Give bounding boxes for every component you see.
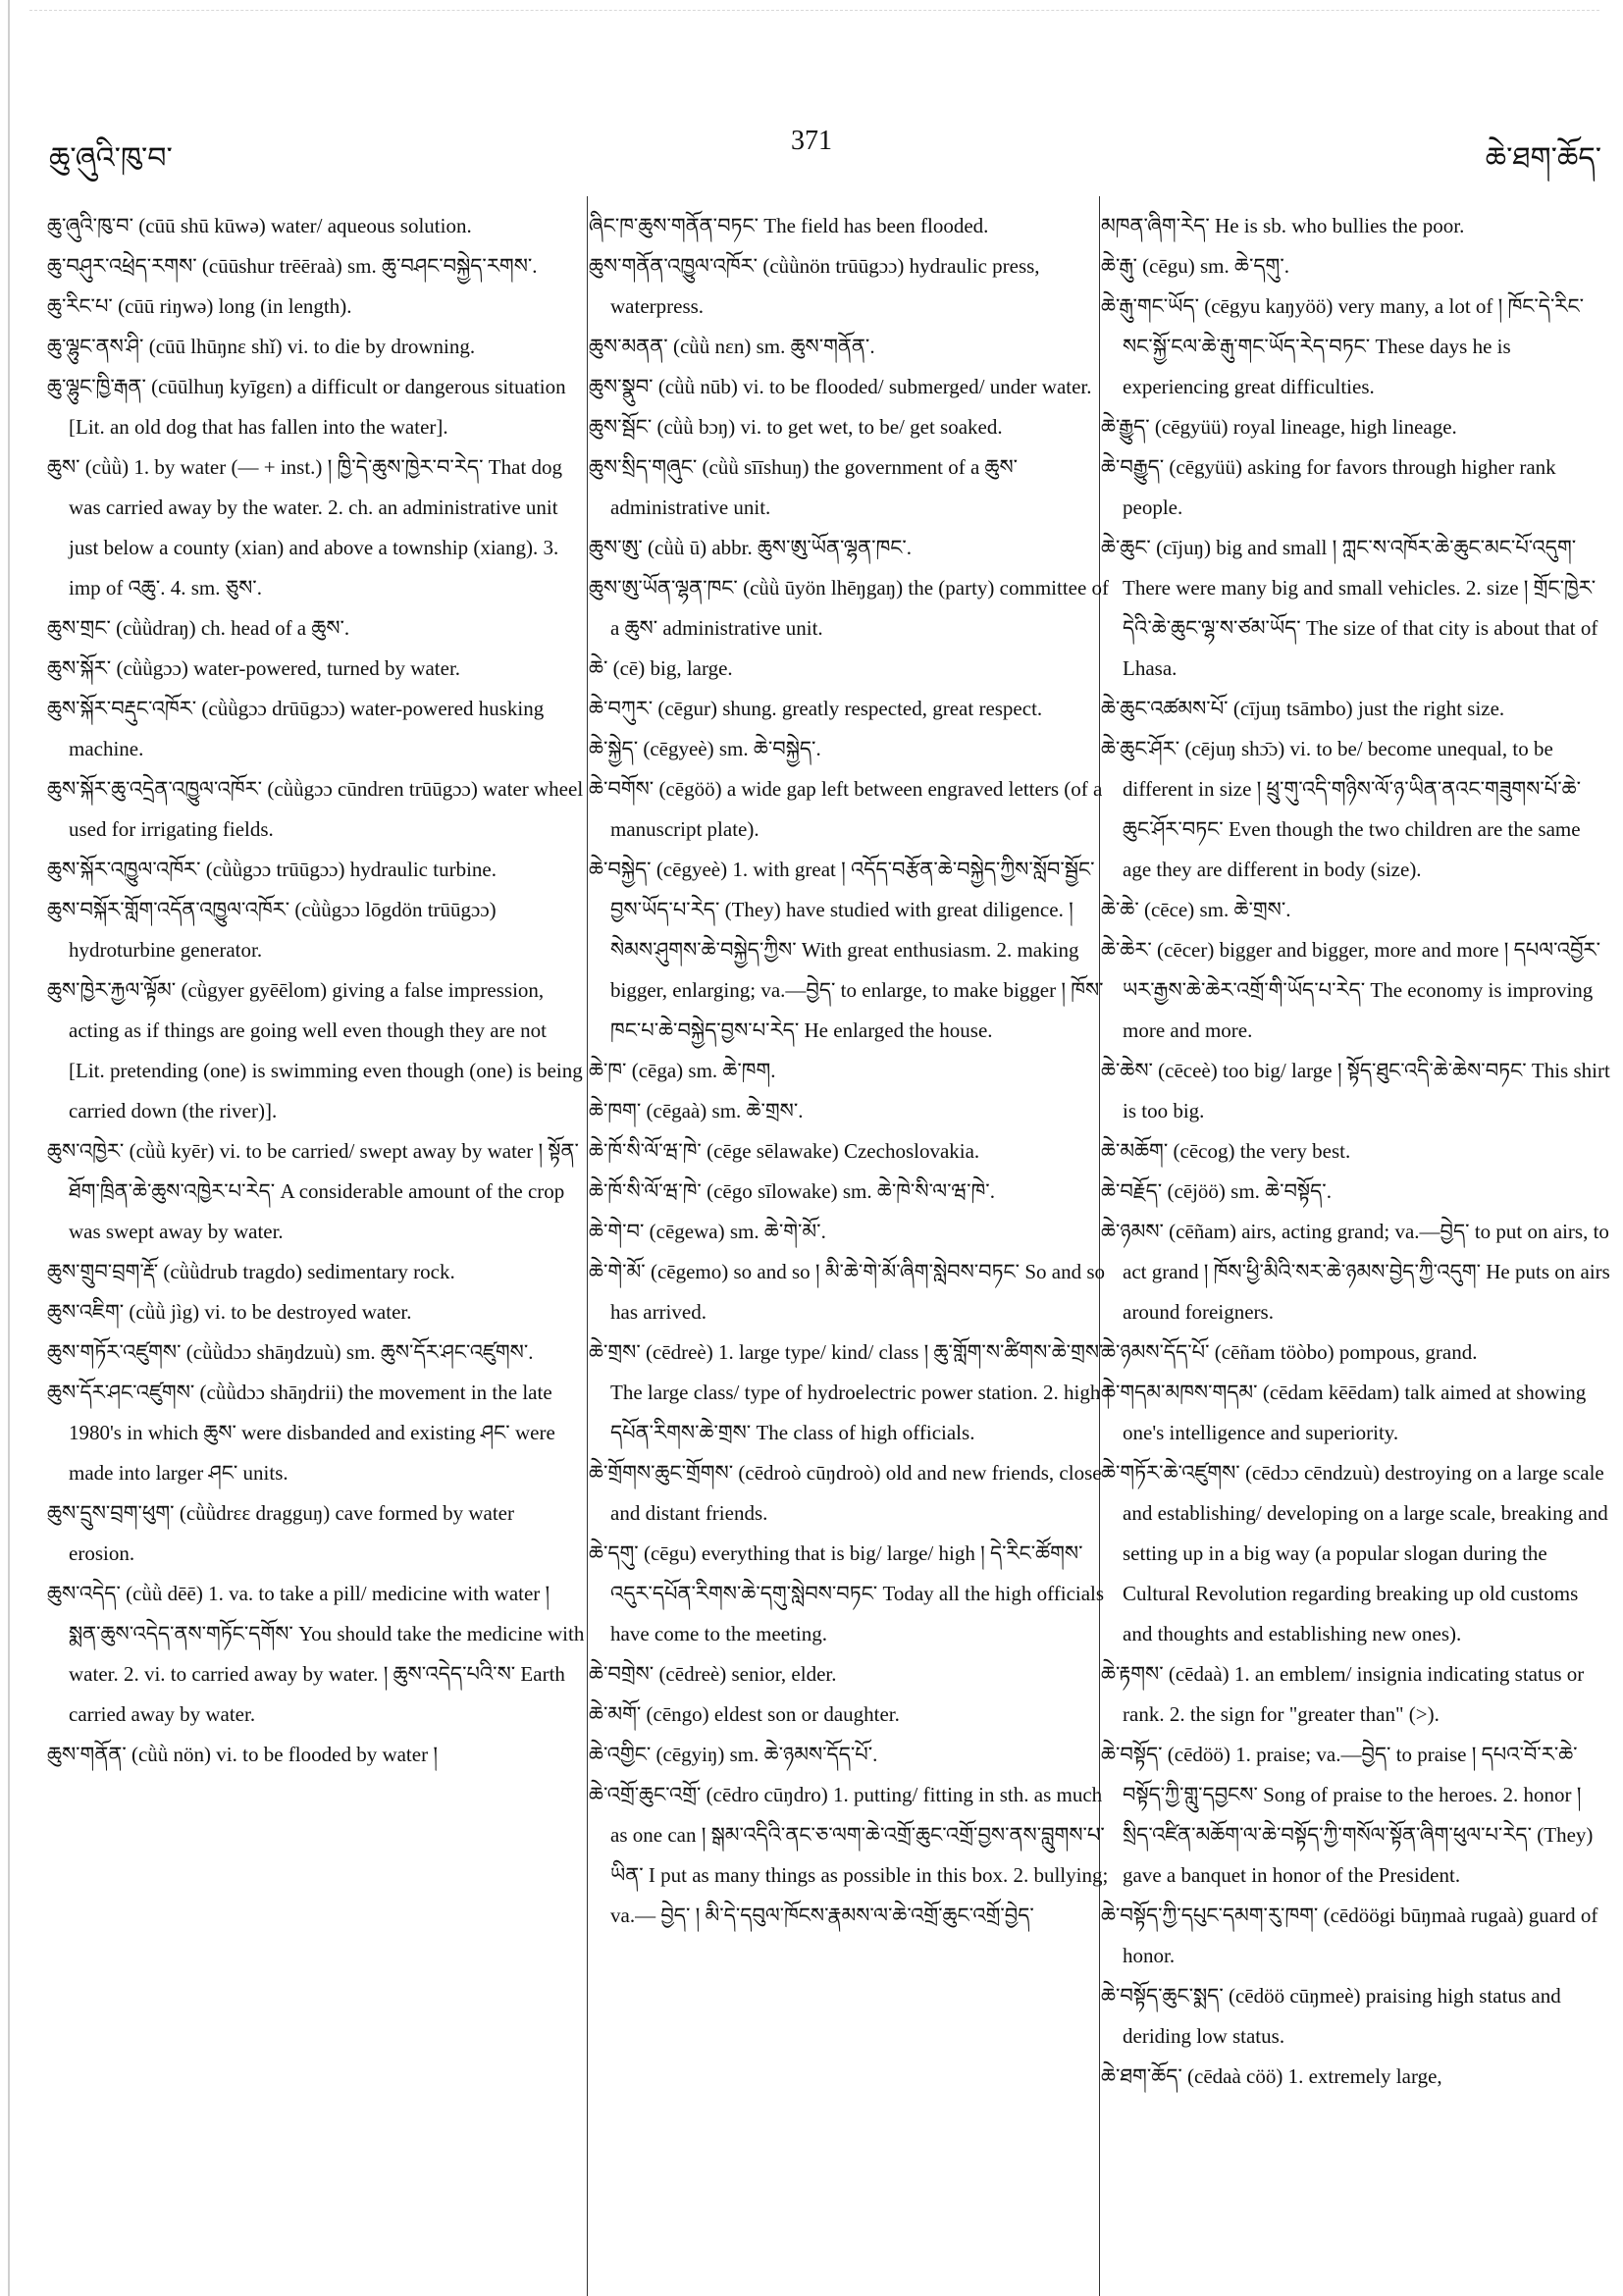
top-scan-rule (29, 10, 1599, 12)
dictionary-entry: ཆུ་ལྷུང་ནས་ཤི་ (cūū lhūŋnɛ shǐ) vi. to die by drowning. (47, 335, 476, 358)
dictionary-entry: ཆེ་བརྒྱུད་ (cēgyüü) asking for favors through higher rank people. (1101, 455, 1556, 519)
dictionary-entry: ཆུས་སྐོར་ (cǜǜgɔɔ) water-powered, turned by water. (47, 656, 461, 680)
dictionary-entry: ཆུས་གཏོར་འཛུགས་ (cǜǜdɔɔ shāŋdzuù) sm. ཆུས་དོར་ཤང་འཛུགས་. (47, 1340, 534, 1364)
dictionary-entry: ཆུས་སྣུབ་ (cǜǜ nūb) vi. to be flooded/ submerged/ under water. (589, 375, 1092, 398)
column-2 (589, 206, 1114, 1936)
dictionary-entry: ཆུས་གནོན་ (cǜǜ nön) vi. to be flooded by water ། (47, 1743, 438, 1766)
dictionary-entry: ཆུས་གནོན་འཁྱུལ་འཁོར་ (cǜǜnön trūūgɔɔ) hydraulic press, waterpress. (589, 254, 1040, 318)
dictionary-entry: ཆུས་མནན་ (cǜǜ nɛn) sm. ཆུས་གནོན་. (589, 335, 875, 358)
dictionary-entry: ཆུས་ཨུ་ཡོན་ལྷན་ཁང་ (cǜǜ ūyön lhēŋgaŋ) the (party) committee of a ཆུས་ administrative unit. (589, 576, 1110, 640)
dictionary-entry: ཞིང་ཁ་ཆུས་གནོན་བཏང་ The field has been flooded. (589, 214, 989, 237)
dictionary-entry: ཆེ་འགྲོ་ཆུང་འགྲོ་ (cēdro cūŋdro) 1. putting/ fitting in sth. as much as one can ། སྒམ་འདིའི་ནང་ཅ་ལག་ཆེ་འགྲོ་ཆུང་འགྲོ་བྱས་ནས་བླུགས་པ་ཡིན་ I put as many things as possible in this box. 2. bullying; va.— བྱེད་ ། མི་དེ་དབུལ་ཁོངས་རྣམས་ལ་ཆེ་འགྲོ་ཆུང་འགྲོ་བྱེད་ (589, 1783, 1109, 1927)
page-edge-line (8, 0, 10, 2296)
dictionary-entry: ཆུས་དོར་ཤང་འཛུགས་ (cǜǜdɔɔ shāŋdrii) the movement in the late 1980's in which ཆུས་ were disbanded and existing ཤང་ were made into larger ཤང་ units. (47, 1381, 555, 1485)
dictionary-entry: ཆེ་ཆུང་ (cījuŋ) big and small ། ཀླང་ས་འཁོར་ཆེ་ཆུང་མང་པོ་འདུག་ There were many big and small vehicles. 2. size ། གྲོང་ཁྱེར་དེའི་ཆེ་ཆུང་ལྷ་ས་ཙམ་ཡོད་ The size of that city is about that of Lhasa. (1101, 536, 1598, 680)
dictionary-entry: ཆེ་ཆེ་ (cēce) sm. ཆེ་གྲས་. (1101, 898, 1291, 921)
dictionary-entry: ཆུས་སྐོར་ཆུ་འདྲེན་འཁྱུལ་འཁོར་ (cǜǜgɔɔ cūndren trūūgɔɔ) water wheel used for irrigating fields. (47, 777, 584, 841)
dictionary-entry: ཆེ་གཏོར་ཆེ་འཛུགས་ (cēdɔɔ cēndzuù) destroying on a large scale and establishing/ developing on a large scale, breaking and setting up in a big way (a popular slogan during the Cultural Revolution regarding breaking up old customs and thoughts and establishing new ones). (1101, 1461, 1608, 1645)
running-head-right: ཆེ་ཐག་ཆོད་ (1485, 142, 1601, 175)
dictionary-entry: ཆེ་ཆུང་འཚམས་པོ་ (cījuŋ tsāmbo) just the right size. (1101, 697, 1505, 720)
dictionary-entry: ཆུས་བསྐོར་གློག་འདོན་འཁྱུལ་འཁོར་ (cǜǜgɔɔ lōgdön trūūgɔɔ) hydroturbine generator. (47, 898, 497, 962)
dictionary-entry: ཆེ་ཆུང་ཤོར་ (cējuŋ shɔ̄ɔ) vi. to be/ become unequal, to be different in size ། ཕྲུ་གུ་འདི་གཉིས་ལོ་ཉ་ཡིན་ནའང་གཟུགས་པོ་ཆེ་ཆུང་ཤོར་བཏང་ Even though the two children are the same age they are different in body (size). (1101, 737, 1582, 881)
dictionary-entry: ཆེ་བརྗོད་ (cējöö) sm. ཆེ་བསྟོད་. (1101, 1179, 1332, 1203)
dictionary-entry: ཆེ་བགྲེས་ (cēdreè) senior, elder. (589, 1662, 837, 1686)
dictionary-entry: ཆུས་སྐོར་བརྡུང་འཁོར་ (cǜǜgɔɔ drūūgɔɔ) water-powered husking machine. (47, 697, 545, 760)
dictionary-entry: ཆེ་བསྟོད་ (cēdöö) 1. praise; va.—བྱེད་ to praise ། དཔའ་བོ་ར་ཆེ་བསྟོད་ཀྱི་གླུ་དབྱངས་ Song of praise to the heroes. 2. honor ། སྲིད་འཛིན་མཆོག་ལ་ཆེ་བསྟོད་ཀྱི་གསོལ་སྟོན་ཞིག་ཕུལ་པ་རེད་ (They) gave a banquet in honor of the President. (1101, 1743, 1594, 1887)
dictionary-entry: ཆུས་ཁྱེར་རྐྱལ་ལྟོམ་ (cǜgyer gyēēlom) giving a false impression, acting as if things are going well even though they are not [Lit. pretending (one) is swimming even though (one) is being carried down (the river)]. (47, 978, 583, 1122)
dictionary-entry: ཆེ་ (cē) big, large. (589, 656, 733, 680)
running-head-left: ཆུ་ཞུའི་ཁུ་བ་ (49, 142, 173, 175)
dictionary-entry: ཆེ་རྒུ་ (cēgu) sm. ཆེ་དགུ་. (1101, 254, 1289, 278)
dictionary-entry: ཆུས་ཨུ་ (cǜǜ ū) abbr. ཆུས་ཨུ་ཡོན་ལྷན་ཁང་. (589, 536, 913, 559)
dictionary-entry: ཆེ་འགྱིང་ (cēgyiŋ) sm. ཆེ་ཉམས་དོད་པོ་. (589, 1743, 878, 1766)
dictionary-entry: ཆེ་ཁག་ (cēgaà) sm. ཆེ་གྲས་. (589, 1099, 804, 1122)
dictionary-entry: ཆེ་རྒྱུད་ (cēgyüü) royal lineage, high lineage. (1101, 415, 1457, 439)
dictionary-entry: ཆུས་སྐོར་འཁྱུལ་འཁོར་ (cǜǜgɔɔ trūūgɔɔ) hydraulic turbine. (47, 858, 497, 881)
dictionary-entry: ཆེ་གེ་བ་ (cēgewa) sm. ཆེ་གེ་མོ་. (589, 1220, 826, 1243)
dictionary-entry: ཆེ་ཁོ་སི་ལོ་ཝ་ཁེ་ (cēgo sīlowake) sm. ཆེ་ཁེ་སི་ལ་ཝ་ཁེ་. (589, 1179, 995, 1203)
dictionary-entry: ཆུ་ལྷུང་ཁྱི་རྒན་ (cūūlhuŋ kyīgɛn) a difficult or dangerous situation [Lit. an old dog that has fallen into the water]. (47, 375, 566, 439)
dictionary-entry: ཆུས་གྲུབ་བྲག་རྡོ་ (cǜǜdrub tragdo) sedimentary rock. (47, 1260, 455, 1283)
dictionary-entry: ཆེ་གདམ་མཁས་གདམ་ (cēdam kēēdam) talk aimed at showing one's intelligence and superiority. (1101, 1381, 1587, 1444)
dictionary-entry: ཆུས་གྲང་ (cǜǜdraŋ) ch. head of a ཆུས་. (47, 616, 350, 640)
dictionary-entry: མཁན་ཞིག་རེད་ He is sb. who bullies the poor. (1101, 214, 1465, 237)
dictionary-entry: ཆེ་ཐག་ཆོད་ (cēdaà cöö) 1. extremely large, (1101, 2064, 1442, 2088)
column-3 (1101, 206, 1611, 2097)
dictionary-entry: ཆེ་ཁོ་སི་ལོ་ཝ་ཁེ་ (cēge sēlawake) Czechoslovakia. (589, 1139, 980, 1163)
dictionary-entry: ཆུས་སྦོང་ (cǜǜ bɔŋ) vi. to get wet, to be/ get soaked. (589, 415, 1003, 439)
dictionary-entry: ཆེ་རྟགས་ (cēdaà) 1. an emblem/ insignia indicating status or rank. 2. the sign for "greater than" (>). (1101, 1662, 1585, 1726)
dictionary-entry: ཆེ་ཉམས་ (cēñam) airs, acting grand; va.—བྱེད་ to put on airs, to act grand ། ཁོས་ཕྱི་མིའི་སར་ཆེ་ཉམས་བྱེད་ཀྱི་འདུག་ He puts on airs around foreigners. (1101, 1220, 1610, 1324)
dictionary-entry: ཆེ་མགོ་ (cēngo) eldest son or daughter. (589, 1702, 900, 1726)
dictionary-entry: ཆུས་དྲུས་བྲག་ཕུག་ (cǜǜdrɛɛ dragguŋ) cave formed by water erosion. (47, 1501, 514, 1565)
column-divider (587, 196, 588, 2296)
dictionary-entry: ཆེ་གྲོགས་ཆུང་གྲོགས་ (cēdroò cūŋdroò) old and new friends, close and distant friends. (589, 1461, 1102, 1525)
dictionary-entry: ཆུས་ (cǜǜ) 1. by water (— + inst.) ། ཁྱི་དེ་ཆུས་ཁྱེར་བ་རེད་ That dog was carried away by the water. 2. ch. an administrative unit just below a county (xian) and above a township (xiang). 3. imp of འཆུ་. 4. sm. ཅུས་. (47, 455, 562, 600)
dictionary-entry: ཆེ་བསྟོད་ཀྱི་དཔུང་དམག་རུ་ཁག་ (cēdöögi būŋmaà rugaà) guard of honor. (1101, 1904, 1598, 1967)
dictionary-entry: ཆུས་འཇིག་ (cǜǜ jìg) vi. to be destroyed water. (47, 1300, 412, 1324)
dictionary-entry: ཆེ་ཉམས་དོད་པོ་ (cēñam töòbo) pompous, grand. (1101, 1340, 1478, 1364)
dictionary-entry: ཆེ་ཁ་ (cēga) sm. ཆེ་ཁག. (589, 1059, 776, 1082)
dictionary-entry: ཆུ་བཤུར་འཕྲེད་རགས་ (cūūshur trēēraà) sm. ཆུ་བཤང་བསྐྱེད་རགས་. (47, 254, 538, 278)
dictionary-entry: ཆེ་བསྐྱེད་ (cēgyeè) 1. with great ། འདོད་བརྩོན་ཆེ་བསྐྱེད་ཀྱིས་སློབ་སྦྱོང་བྱས་ཡོད་པ་རེད་ (They) have studied with great diligence. ། སེམས་ཤུགས་ཆེ་བསྐྱེད་ཀྱིས་ With great enthusiasm. 2. making bigger, enlarging; va.—བྱེད་ to enlarge, to make bigger ། ཁོས་ཁང་པ་ཆེ་བསྐྱེད་བྱས་པ་རེད་ He enlarged the house. (589, 858, 1104, 1042)
dictionary-entry: ཆུས་འདེད་ (cǜǜ dēē) 1. va. to take a pill/ medicine with water ། སྨན་ཆུས་འདེད་ནས་གཏོང་དགོས་ You should take the medicine with water. 2. vi. to carried away by water. ། ཆུས་འདེད་པའི་ས་ Earth carried away by water. (47, 1582, 585, 1726)
dictionary-entry: ཆེ་བཀུར་ (cēgur) shung. greatly respected, great respect. (589, 697, 1043, 720)
dictionary-entry: ཆེ་གེ་མོ་ (cēgemo) so and so ། མི་ཆེ་གེ་མོ་ཞིག་སླེབས་བཏང་ So and so has arrived. (589, 1260, 1106, 1324)
dictionary-entry: ཆུ་ཞུའི་ཁུ་བ་ (cūū shū kūwə) water/ aqueous solution. (47, 214, 472, 237)
dictionary-entry: ཆེ་རྒུ་གང་ཡོད་ (cēgyu kaŋyöö) very many, a lot of ། ཁོང་དེ་རིང་སང་སྐྱོ་ངལ་ཆེ་རྒུ་གང་ཡོད་རེད་བཏང་ These days he is experiencing great difficulties. (1101, 294, 1584, 398)
dictionary-entry: ཆེ་གྲས་ (cēdreè) 1. large type/ kind/ class ། ཆུ་གློག་ས་ཚིགས་ཆེ་གྲས་ The large class/ type of hydroelectric power station. 2. high ། དཔོན་རིགས་ཆེ་གྲས་ The class of high officials. (589, 1340, 1111, 1444)
dictionary-entry: ཆེ་ཆེར་ (cēcer) bigger and bigger, more and more ། དཔལ་འབྱོར་ཡར་རྒྱས་ཆེ་ཆེར་འགྲོ་གི་ཡོད་པ་རེད་ The economy is improving more and more. (1101, 938, 1601, 1042)
dictionary-entry: ཆེ་ཆེས་ (cēceè) too big/ large ། སྟོད་ཐུང་འདི་ཆེ་ཆེས་བཏང་ This shirt is too big. (1101, 1059, 1610, 1122)
dictionary-entry: ཆེ་བསྟོད་ཆུང་སྨད་ (cēdöö cūŋmeè) praising high status and deriding low status. (1101, 1984, 1561, 2048)
dictionary-entry: ཆེ་མཆོག་ (cēcog) the very best. (1101, 1139, 1351, 1163)
dictionary-entry: ཆུས་སྲིད་གཞུང་ (cǜǜ sīīshuŋ) the government of a ཆུས་ administrative unit. (589, 455, 1019, 519)
dictionary-entry: ཆེ་དགུ་ (cēgu) everything that is big/ large/ high ། དེ་རིང་ཚོགས་འདུར་དཔོན་རིགས་ཆེ་དགུ་སླེབས་བཏང་ Today all the high officials have come to the meeting. (589, 1541, 1105, 1645)
page-number: 371 (791, 126, 832, 156)
dictionary-entry: ཆུས་འཁྱེར་ (cǜǜ kyēr) vi. to be carried/ swept away by water ། སྟོན་ཐོག་ཁྲིན་ཆེ་ཆུས་འཁྱེར་པ་རེད་ A considerable amount of the crop was swept away by water. (47, 1139, 579, 1243)
column-1 (47, 206, 585, 1775)
dictionary-entry: ཆུ་རིང་པ་ (cūū riŋwə) long (in length). (47, 294, 352, 318)
dictionary-entry: ཆེ་སྐྱེད་ (cēgyeè) sm. ཆེ་བསྐྱེད་. (589, 737, 821, 760)
dictionary-entry: ཆེ་བགོས་ (cēgöö) a wide gap left between engraved letters (of a manuscript plate). (589, 777, 1103, 841)
